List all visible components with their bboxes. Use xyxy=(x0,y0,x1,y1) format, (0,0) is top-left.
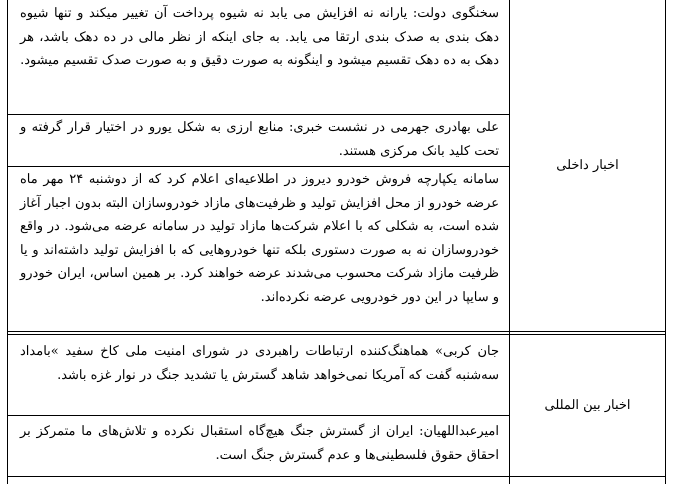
row-divider xyxy=(7,415,509,416)
table-border-bottom xyxy=(7,476,666,477)
news-text: امیرعبداللهیان: ایران از گسترش جنگ هیچ‌گاه استقبال نکرده و تلاش‌های ما متمرکز بر احقاق حقوق فلسطینی‌ها و عدم گسترش جنگ است. xyxy=(20,424,499,463)
row-divider xyxy=(7,166,509,167)
category-label: اخبار بین المللی xyxy=(544,398,631,413)
category-domestic-news xyxy=(510,0,665,331)
news-item xyxy=(8,116,509,166)
section-divider xyxy=(7,331,666,332)
news-text: جان کربی» هماهنگ‌کننده ارتباطات راهبردی در شورای امنیت ملی کاخ سفید »بامداد سه‌شنبه گفت که آمریکا نمی‌خواهد شاهد گسترش یا تشدید جنگ در نوار غزه باشد. xyxy=(20,344,499,383)
news-text: علی بهادری جهرمی در نشست خبری: منابع ارزی به شکل یورو در اختیار قرار گرفته و تحت کلید بانک مرکزی هستند. xyxy=(20,120,499,159)
news-item xyxy=(8,2,509,114)
news-text: سخنگوی دولت: یارانه نه افزایش می یابد نه شیوه پرداخت آن تغییر میکند و تنها شیوه دهک بندی به صدک بندی ارتقا می یابد. به جای اینکه از نظر مالی در ده دهک باشد، هر دهک به ده دهک تقسیم میشود و اینگونه به صورت دقیق و به صورت صدک تقسیم میشود. xyxy=(20,6,499,69)
news-text: سامانه یکپارچه فروش خودرو دیروز در اطلاعیه‌ای اعلام کرد که از دوشنبه ۲۴ مهر ماه عرضه خودرو از محل افزایش تولید و ظرفیت‌های مازاد خودروسازان البته بدون اجبار آغاز شده است، به شکلی که با اعلام شرکت‌ها مازاد تولید در سامانه عرضه می‌شود. در واقع خودروسازان نه به صورت دستوری بلکه تنها خودروهایی که با افزایش تولید داشته‌اند و یا ظرفیت مازاد شرکت محسوب می‌شدند عرضه خواهند کرد. بر همین اساس، ایران خودرو و سایپا در این دور خودرویی عرضه نکرده‌اند. xyxy=(20,172,499,305)
news-item xyxy=(8,168,509,331)
news-item xyxy=(8,340,509,415)
news-item xyxy=(8,420,509,476)
category-label: اخبار داخلی xyxy=(556,158,619,173)
row-divider xyxy=(7,114,509,115)
table-border-right xyxy=(665,0,666,484)
category-international-news xyxy=(510,335,665,476)
